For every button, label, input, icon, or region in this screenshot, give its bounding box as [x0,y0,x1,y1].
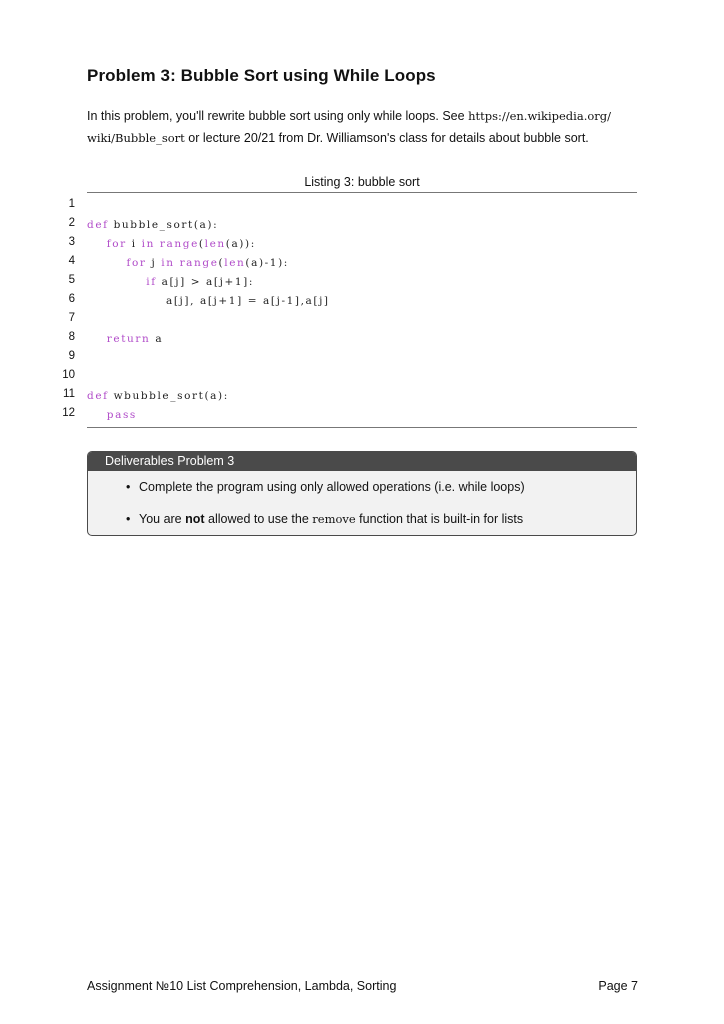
code-keyword: if [146,276,157,288]
wikipedia-link-part1[interactable]: https://en.wikipedia.org/ [468,109,612,123]
code-token: j [146,257,162,269]
code-line [0,388,724,407]
code-keyword: len [224,257,246,269]
listing-caption: Listing 3: bubble sort [304,175,420,189]
deliverables-header [88,452,636,471]
code-line [0,293,724,312]
code-keyword: in [141,238,155,250]
line-number: 8 [68,331,75,343]
code-line [0,255,724,274]
line-number: 9 [68,350,75,362]
code-token [87,276,146,288]
code-line [0,217,724,236]
line-number: 3 [68,236,75,248]
line-number: 5 [68,274,75,286]
line-number: 11 [63,388,75,400]
problem-heading: Problem 3: Bubble Sort using While Loops [87,66,436,85]
code-token: bubble_sort(a): [108,219,219,231]
code-token: wbubble_sort(a): [108,390,229,402]
code-text [87,276,254,288]
deliverables-box [87,451,637,536]
line-number: 10 [62,369,75,381]
code-token [87,409,107,421]
code-token: (a)-1): [245,257,289,269]
deliverable-item-2-middle: allowed to use the [204,512,313,526]
deliverable-item-1-text: Complete the program using only allowed operations (i.e. while loops) [139,480,525,494]
code-keyword: for [106,238,127,250]
code-line [0,350,724,369]
code-token: ( [218,257,225,269]
code-token: a[j], a[j+1] = a[j-1],a[j] [87,295,330,307]
code-token [87,333,107,345]
code-keyword: range [179,257,219,269]
line-number: 4 [68,255,75,267]
code-line [0,274,724,293]
code-text [87,390,229,402]
code-text [87,219,218,231]
code-token: a[j] > a[j+1]: [156,276,254,288]
intro-paragraph [87,105,642,149]
code-line [0,407,724,426]
code-keyword: in [161,257,175,269]
code-keyword: return [106,333,151,345]
code-keyword: range [159,238,199,250]
code-token: (a)): [225,238,256,250]
deliverable-item-2-suffix: function that is built-in for lists [355,512,524,526]
code-line [0,236,724,255]
code-token: a [150,333,164,345]
bullet-icon: • [126,480,131,494]
deliverable-item-2-emphasis: not [185,512,205,526]
code-text [87,409,137,421]
deliverable-item-2 [126,512,523,526]
line-number: 7 [68,312,75,324]
deliverables-title: Deliverables Problem 3 [105,454,235,468]
code-text [87,238,256,250]
code-text [87,257,289,269]
footer-assignment-title: Assignment №10 List Comprehension, Lambda, Sorting [87,979,397,993]
code-keyword: def [87,219,109,231]
remove-function-name: remove [312,512,356,526]
code-line [0,312,724,331]
intro-text-before: In this problem, you'll rewrite bubble sort using only while loops. See [87,109,469,123]
code-text [87,333,163,345]
deliverable-item-2-prefix: You are [139,512,186,526]
code-text [87,295,330,307]
code-token [87,257,127,269]
line-number: 1 [68,198,75,210]
deliverable-item-1 [126,480,525,494]
code-token: i [126,238,142,250]
listing-top-rule [87,192,637,193]
footer-page-number: Page 7 [598,979,638,993]
line-number: 12 [62,407,75,419]
bullet-icon: • [126,512,131,526]
wikipedia-link-part2[interactable]: wiki/Bubble_sort [87,131,185,145]
code-keyword: def [87,390,109,402]
code-token: ( [198,238,205,250]
code-token [87,238,107,250]
code-keyword: for [126,257,147,269]
code-keyword: pass [106,409,137,421]
line-number: 2 [68,217,75,229]
code-line [0,198,724,217]
line-number: 6 [68,293,75,305]
code-line [0,331,724,350]
code-keyword: len [204,238,226,250]
intro-text-after: or lecture 20/21 from Dr. Williamson's class for details about bubble sort. [184,131,589,145]
listing-bottom-rule [87,427,637,428]
code-line [0,369,724,388]
